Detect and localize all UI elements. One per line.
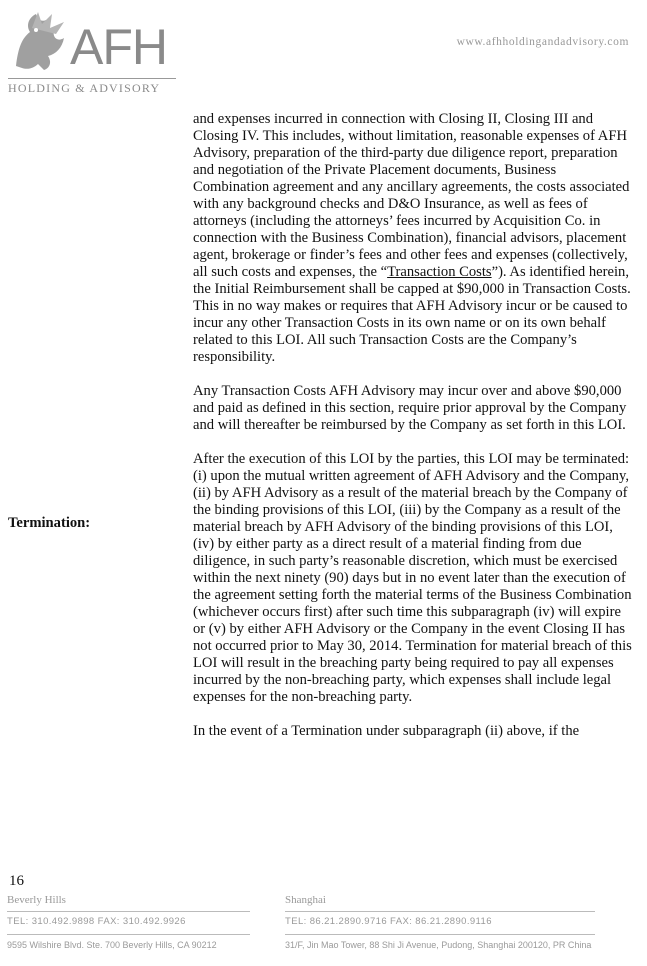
paragraph-text: and expenses incurred in connection with Closing II, Closing III and Closing IV. This includes, without limitation, reasonable expenses of AFH Advisory, preparation of the third-party due diligence report, preparation and negotiation of the Private Placement documents, Business Combination agreement and any ancillary agreements, the costs associated with any background checks and D&O Insurance, as well as fees of attorneys (including the attorneys’ fees incurred by Acquisition Co. in connection with the Business Combination), financial advisors, placement agent, brokerage or finder’s fees and other fees and expenses (collectively, all such costs and expenses, the “ xyxy=(193,111,630,280)
footer-address: 31/F, Jin Mao Tower, 88 Shi Ji Avenue, Pudong, Shanghai 200120, PR China xyxy=(285,934,595,950)
footer-shanghai xyxy=(285,894,595,950)
paragraph-termination: After the execution of this LOI by the parties, this LOI may be terminated: (i) upon the mutual written agreement of AFH Advisory and the Company, (ii) by AFH Advisory as a result of the material breach by the Company of the binding provisions of this LOI, (iii) by the Company as a result of the material breach by AFH Advisory of the binding provisions of this LOI, (iv) by either party as a direct result of a material finding from due diligence, in such party’s reasonable discretion, which must be exercised within the next ninety (90) days but in no event later than the execution of the agreement setting forth the material terms of the Business Combination (whichever occurs first) after such time this subparagraph (iv) will expire or (v) by either AFH Advisory or the Company in the event Closing II has not occurred prior to May 30, 2014. Termination for material breach of this LOI will result in the breaching party being required to pay all expenses incurred by the non-breaching party, which expenses shall include legal expenses for the non-breaching party. xyxy=(193,451,632,705)
logo-wordmark: AFH xyxy=(70,19,167,75)
footer-beverly-hills xyxy=(7,894,250,950)
paragraph-transaction-costs xyxy=(193,111,633,366)
footer-city: Beverly Hills xyxy=(7,894,66,906)
griffin-emblem-icon xyxy=(8,8,70,74)
paragraph-text: ”). As identified herein, the Initial Reimbursement shall be capped at $90,000 in Transaction Costs. This in no way makes or requires that AFH Advisory incur or be caused to incur any other Transaction Costs in its own name or on its own behalf related to this LOI. All such Transaction Costs are the Company’s responsibility. xyxy=(193,264,631,365)
company-logo xyxy=(8,8,176,95)
section-label-termination: Termination: xyxy=(8,515,91,531)
paragraph-termination-continued: In the event of a Termination under subparagraph (ii) above, if the xyxy=(193,723,580,739)
paragraph-excess-costs: Any Transaction Costs AFH Advisory may incur over and above $90,000 and paid as defined in this section, require prior approval by the Company and will thereafter be reimbursed by the Company as set forth in this LOI. xyxy=(193,383,627,433)
letter-body xyxy=(193,111,633,757)
footer-phone: TEL: 310.492.9898 FAX: 310.492.9926 xyxy=(7,911,250,932)
footer-city: Shanghai xyxy=(285,894,326,906)
page-number: 16 xyxy=(9,873,24,889)
defined-term: Transaction Costs xyxy=(387,264,492,280)
logo-subtitle: HOLDING & ADVISORY xyxy=(8,78,176,96)
website-url: www.afhholdingandadvisory.com xyxy=(456,36,629,48)
footer-phone: TEL: 86.21.2890.9716 FAX: 86.21.2890.9116 xyxy=(285,911,595,932)
footer-address: 9595 Wilshire Blvd. Ste. 700 Beverly Hills, CA 90212 xyxy=(7,934,250,950)
